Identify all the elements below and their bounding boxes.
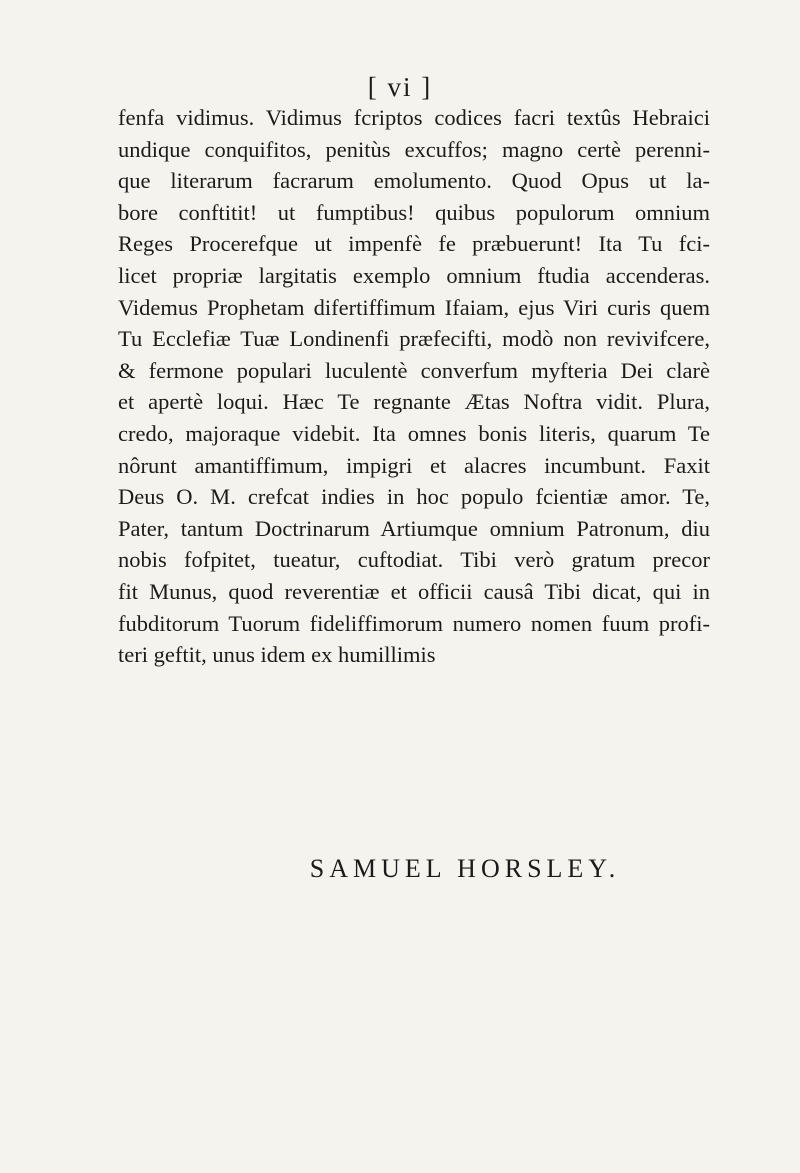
text-line: et apertè loqui. Hæc Te regnante Ætas Noftra vidit. Plura, [118,389,710,415]
text-line: Tu Ecclefiæ Tuæ Londinenfi præfecifti, modò non revivifcere, [118,326,710,352]
text-line: teri geftit, unus idem ex humillimis [118,642,436,668]
text-line: fit Munus, quod reverentiæ et officii causâ Tibi dicat, qui in [118,578,710,604]
text-line: Videmus Prophetam difertiffimum Ifaiam, ejus Viri curis quem [118,294,710,320]
text-line: fenfa vidimus. Vidimus fcriptos codices facri textûs Hebraici [118,105,710,130]
text-line: fubditorum Tuorum fideliffimorum numero nomen fuum profi- [118,610,710,636]
text-line: Deus O. M. crefcat indies in hoc populo fcientiæ amor. Te, [118,484,710,510]
text-line: nobis fofpitet, tueatur, cuftodiat. Tibi verò gratum precor [118,547,710,573]
text-line: & fermone populari luculentè converfum myfteria Dei clarè [118,357,710,383]
text-line: Reges Procerefque ut impenfè fe præbuerunt! Ita Tu fci- [118,231,710,257]
dedication-text [118,102,710,671]
text-line: bore conftitit! ut fumptibus! quibus populorum omnium [118,199,710,225]
text-line: credo, majoraque videbit. Ita omnes bonis literis, quarum Te [118,420,710,446]
text-line: que literarum facrarum emolumento. Quod Opus ut la- [118,168,710,194]
author-signature: SAMUEL HORSLEY. [309,854,621,883]
text-line: undique conquifitos, penitùs excuffos; magno certè perenni- [118,136,710,162]
page-number: [ vi ] [367,72,433,102]
text-line: Pater, tantum Doctrinarum Artiumque omnium Patronum, diu [118,515,710,541]
text-line: licet propriæ largitatis exemplo omnium ftudia accenderas. [118,262,710,288]
text-line: nôrunt amantiffimum, impigri et alacres incumbunt. Faxit [118,452,710,478]
